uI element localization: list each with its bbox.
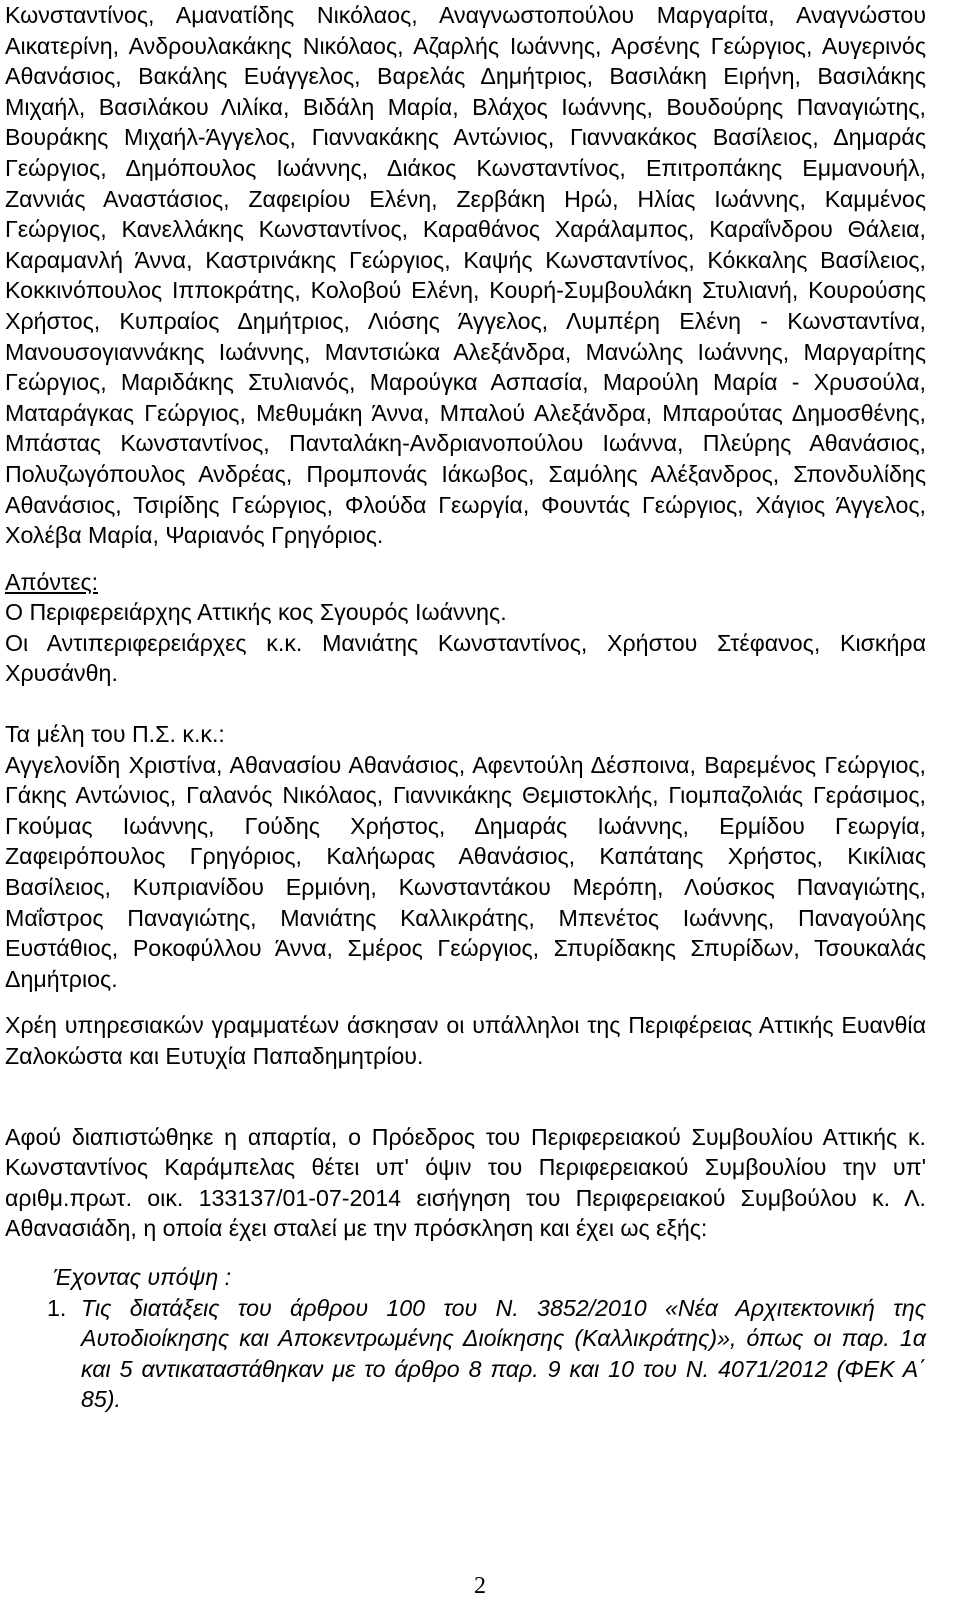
spacer bbox=[5, 994, 926, 1010]
secretaries-paragraph: Χρέη υπηρεσιακών γραμματέων άσκησαν οι υπάλληλοι της Περιφέρειας Αττικής Ευανθία Ζαλοκώστα και Ευτυχία Παπαδημητρίου. bbox=[5, 1012, 926, 1069]
considering-heading: Έχοντας υπόψη : bbox=[53, 1263, 232, 1290]
executive-committee-heading: Τα μέλη του Π.Σ. κ.κ.: bbox=[5, 721, 225, 748]
document-page bbox=[5, 0, 926, 1415]
list-item-number: 1. bbox=[47, 1294, 67, 1321]
considering-section bbox=[5, 1262, 926, 1415]
absent-heading: Απόντες: bbox=[5, 568, 99, 595]
absent-section bbox=[5, 567, 926, 689]
quorum-paragraph: Αφού διαπιστώθηκε η απαρτία, ο Πρόεδρος του Περιφερειακού Συμβουλίου Αττικής κ. Κωνσταντίνος Καράμπελας θέτει υπ' όψιν του Περιφερειακού Συμβουλίου την υπ' αριθμ.πρωτ. οικ. 133137/01-07-2014 εισήγηση του Περιφερειακού Συμβούλου κ. Λ. Αθανασιάδη, η οποία έχει σταλεί με την πρόσκληση και έχει ως εξής: bbox=[5, 1123, 926, 1242]
present-members-paragraph: Κωνσταντίνος, Αμανατίδης Νικόλαος, Αναγνωστοπούλου Μαργαρίτα, Αναγνώστου Αικατερίνη, Ανδρουλακάκης Νικόλαος, Αζαρλής Ιωάννης, Αρσένης Γεώργιος, Αυγερινός Αθανάσιος, Βακάλης Ευάγγελος, Βαρελάς Δημήτριος, Βασιλάκη Ειρήνη, Βασιλάκης Μιχαήλ, Βασιλάκου Λιλίκα, Βιδάλη Μαρία, Βλάχος Ιωάννης, Βουδούρης Παναγιώτης, Βουράκης Μιχαήλ-Άγγελος, Γιαννακάκης Αντώνιος, Γιαννακάκος Βασίλειος, Δημαράς Γεώργιος, Δημόπουλος Ιωάννης, Διάκος Κωνσταντίνος, Επιτροπάκης Εμμανουήλ, Ζαννιάς Αναστάσιος, Ζαφειρίου Ελένη, Ζερβάκη Ηρώ, Ηλίας Ιωάννης, Καμμένος Γεώργιος, Κανελλάκης Κωνσταντίνος, Καραθάνος Χαράλαμπος, Καραΐνδρου Θάλεια, Καραμανλή Άννα, Καστρινάκης Γεώργιος, Καψής Κωνσταντίνος, Κόκκαλης Βασίλειος, Κοκκινόπουλος Ιπποκράτης, Κολοβού Ελένη, Κουρή-Συμβουλάκη Στυλιανή, Κουρούσης Χρήστος, Κυπραίος Δημήτριος, Λιόσης Άγγελος, Λυμπέρη Ελένη - Κωνσταντίνα, Μανουσογιαννάκης Ιωάννης, Μαντσιώκα Αλεξάνδρα, Μανώλης Ιωάννης, Μαργαρίτης Γεώργιος, Μαριδάκης Στυλιανός, Μαρούγκα Ασπασία, Μαρούλη Μαρία - Χρυσούλα, Ματαράγκας Γεώργιος, Μεθυμάκη Άννα, Μπαλού Αλεξάνδρα, Μπαρούτας Δημοσθένης, Μπάστας Κωνσταντίνος, Πανταλάκη-Ανδριανοπούλου Ιωάννα, Πλεύρης Αθανάσιος, Πολυζωγόπουλος Ανδρέας, Προμπονάς Ιάκωβος, Σαμόλης Αλέξανδρος, Σπονδυλίδης Αθανάσιος, Τσιρίδης Γεώργιος, Φλούδα Γεωργία, Φουντάς Γεώργιος, Χάγιος Άγγελος, Χολέβα Μαρία, Ψαριανός Γρηγόριος. bbox=[5, 2, 926, 549]
considering-list bbox=[5, 1293, 926, 1415]
absent-regional-governor: Ο Περιφερειάρχης Αττικής κος Σγουρός Ιωάννης. bbox=[5, 599, 507, 626]
spacer bbox=[5, 1072, 926, 1122]
spacer bbox=[5, 689, 926, 719]
executive-committee-names: Αγγελονίδη Χριστίνα, Αθανασίου Αθανάσιος, Αφεντούλη Δέσποινα, Βαρεμένος Γεώργιος, Γάκης Αντώνιος, Γαλανός Νικόλαος, Γιαννικάκης Θεμιστοκλής, Γιομπαζολιάς Γεράσιμος, Γκούμας Ιωάννης, Γούδης Χρήστος, Δημαράς Ιωάννης, Ερμίδου Γεωργία, Ζαφειρόπουλος Γρηγόριος, Καλήωρας Αθανάσιος, Καπάταης Χρήστος, Κικίλιας Βασίλειος, Κυπριανίδου Ερμιόνη, Κωνσταντάκου Μερόπη, Λούσκος Παναγιώτης, Μαΐστρος Παναγιώτης, Μανιάτης Καλλικράτης, Μπενέτος Ιωάννης, Παναγούλης Ευστάθιος, Ροκοφύλλου Άννα, Σμέρος Γεώργιος, Σπυρίδακης Σπυρίδων, Τσουκαλάς Δημήτριος. bbox=[5, 751, 926, 992]
list-item-text: Τις διατάξεις του άρθρου 100 του Ν. 3852/2010 «Νέα Αρχιτεκτονική της Αυτοδιοίκησης και Αποκεντρωμένης Διοίκησης (Καλλικράτης)», όπως οι παρ. 1α και 5 αντικαταστάθηκαν με το άρθρο 8 παρ. 9 και 10 του Ν. 4071/2012 (ΦΕΚ Α΄ 85). bbox=[81, 1294, 926, 1413]
list-item bbox=[5, 1293, 926, 1415]
spacer bbox=[5, 551, 926, 567]
absent-deputy-governors: Οι Αντιπεριφερειάρχες κ.κ. Μανιάτης Κωνσταντίνος, Χρήστου Στέφανος, Κισκήρα Χρυσάνθη. bbox=[5, 629, 926, 687]
page-number: 2 bbox=[474, 1573, 486, 1599]
executive-committee-section bbox=[5, 719, 926, 994]
